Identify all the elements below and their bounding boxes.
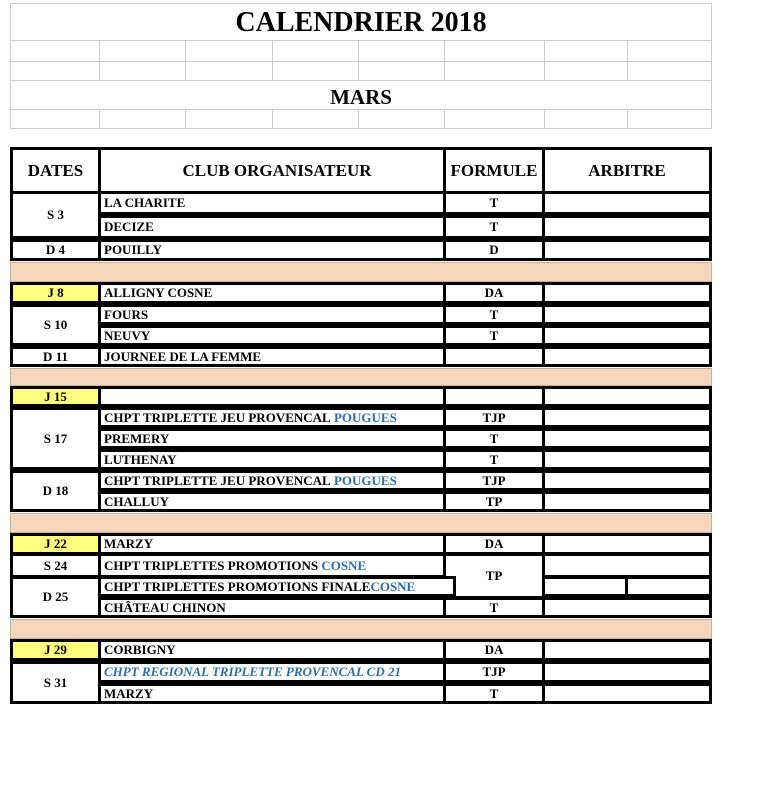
club-cell: POUILLY [98,239,456,261]
blank-row [11,62,711,80]
arbitre-cell [542,215,712,239]
week-separator [10,368,712,386]
club-cell: DECIZE [98,215,456,239]
blank-row [11,109,711,128]
club-name: CHPT TRIPLETTES PROMOTIONS [104,557,319,573]
formule-cell: T [443,304,545,325]
date-cell: D 4 [10,239,101,261]
formule-cell: T [443,215,545,239]
date-cell: J 22 [10,533,101,555]
date-cell: S 17 [10,407,101,470]
club-name: CHPT TRIPLETTE JEU PROVENCAL [104,409,331,425]
formule-cell [443,346,545,367]
club-place: POUGUES [333,472,397,488]
club-cell [98,555,456,576]
formule-cell: TP [443,491,545,512]
date-cell: S 24 [10,555,101,576]
arbitre-cell [542,470,712,491]
club-cell [98,470,456,491]
arbitre-cell [542,576,628,597]
formule-cell: T [443,325,545,346]
arbitre-cell [542,282,712,304]
arbitre-cell [625,576,712,597]
date-cell: J 8 [10,282,101,304]
arbitre-cell [542,449,712,470]
arbitre-cell [542,428,712,449]
club-cell: PREMERY [98,428,456,449]
date-cell: D 25 [10,576,101,618]
month-cell [10,80,712,110]
formule-cell: DA [443,639,545,661]
club-cell: CORBIGNY [98,639,456,661]
arbitre-cell [542,533,712,555]
club-cell: ALLIGNY COSNE [98,282,456,304]
club-cell: JOURNEE DE LA FEMME [98,346,456,367]
club-cell: LA CHARITE [98,191,456,215]
formule-cell: D [443,239,545,261]
club-place: COSNE [370,578,416,594]
club-cell: MARZY [98,533,456,555]
formule-cell: TJP [443,470,545,491]
blank-grid-row [10,109,712,129]
club-name: CHPT TRIPLETTES PROMOTIONS FINALE [104,578,371,594]
arbitre-cell [542,491,712,512]
header-club: CLUB ORGANISATEUR [98,147,456,194]
week-separator [10,262,712,282]
date-cell: D 18 [10,470,101,512]
club-place: POUGUES [333,409,397,425]
date-cell: S 31 [10,661,101,704]
formule-cell: TJP [443,661,545,683]
date-cell: S 3 [10,191,101,239]
club-cell: MARZY [98,683,456,704]
arbitre-cell [542,555,712,576]
arbitre-cell [542,597,712,618]
arbitre-cell [542,191,712,215]
formule-cell: T [443,449,545,470]
club-cell: FOURS [98,304,456,325]
title-cell [10,3,712,41]
arbitre-cell [542,386,712,407]
club-cell: CHALLUY [98,491,456,512]
club-cell [98,407,456,428]
formule-cell: T [443,191,545,215]
header-formule: FORMULE [443,147,545,194]
arbitre-cell [542,325,712,346]
formule-cell: DA [443,282,545,304]
month-title: MARS [330,85,392,109]
arbitre-cell [542,346,712,367]
club-cell: CHÂTEAU CHINON [98,597,456,618]
date-cell: J 15 [10,386,101,407]
club-cell [98,576,456,597]
club-cell [98,386,456,407]
arbitre-cell [542,661,712,683]
formule-cell: TP [443,555,545,597]
formule-cell [443,386,545,407]
blank-row [11,41,711,62]
formule-cell: DA [443,533,545,555]
formule-cell: T [443,428,545,449]
header-arbitre: ARBITRE [542,147,712,194]
header-dates: DATES [10,147,101,194]
date-cell: D 11 [10,346,101,367]
page-title: CALENDRIER 2018 [235,7,487,38]
club-name: CHPT TRIPLETTE JEU PROVENCAL [104,472,331,488]
arbitre-cell [542,407,712,428]
club-place: COSNE [321,557,367,573]
arbitre-cell [542,239,712,261]
date-cell: S 10 [10,304,101,346]
club-cell: NEUVY [98,325,456,346]
week-separator [10,513,712,533]
arbitre-cell [542,683,712,704]
club-cell: LUTHENAY [98,449,456,470]
arbitre-cell [542,639,712,661]
date-cell: J 29 [10,639,101,661]
club-cell: CHPT REGIONAL TRIPLETTE PROVENCAL CD 21 [98,661,456,683]
formule-cell: T [443,683,545,704]
arbitre-cell [542,304,712,325]
formule-cell: TJP [443,407,545,428]
blank-grid-rows [10,41,712,81]
formule-cell: T [443,597,545,618]
week-separator [10,619,712,639]
